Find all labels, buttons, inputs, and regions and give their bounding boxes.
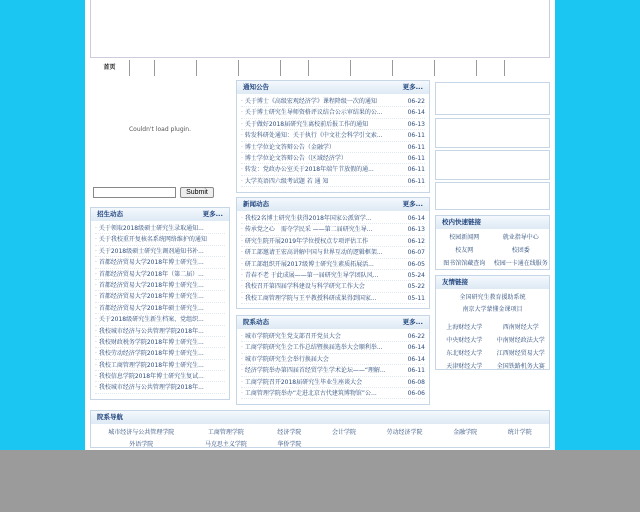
item-title[interactable]: · 我校工商管理学院2018年博士研究生... xyxy=(95,360,204,370)
list-item[interactable] xyxy=(241,293,425,304)
quick-link[interactable]: 校园新闻网 xyxy=(449,234,480,241)
list-item[interactable] xyxy=(95,314,225,325)
item-title[interactable]: · 我校信息学院2018年博士研究生复试... xyxy=(95,371,204,381)
item-date: 06-11 xyxy=(407,132,425,140)
list-item[interactable] xyxy=(241,153,425,164)
submit-button[interactable]: Submit xyxy=(180,187,214,198)
friend-link[interactable]: 全国铁路机务大赛 xyxy=(496,363,545,370)
list-item[interactable] xyxy=(241,259,425,270)
item-title[interactable]: · 关于我校重开复核名系统网络维护的通知 xyxy=(95,234,207,244)
dept-link[interactable]: 统计学院 xyxy=(507,429,532,436)
item-title[interactable]: · 传承党之心 需夺学民采 ——第二届研究生导... xyxy=(241,224,372,234)
dept-link[interactable]: 外语学院 xyxy=(129,441,154,448)
panel-title: 友情链接 xyxy=(442,278,468,286)
list-item[interactable] xyxy=(241,270,425,281)
list-item[interactable] xyxy=(95,303,225,314)
item-title[interactable]: · 我校城市经济与公共管理学院2018年... xyxy=(95,326,204,336)
list-item[interactable] xyxy=(241,331,425,342)
list-item[interactable] xyxy=(241,377,425,388)
nav-item[interactable] xyxy=(197,60,239,76)
list-item[interactable] xyxy=(95,360,225,371)
list-item[interactable] xyxy=(241,388,425,399)
search-form xyxy=(93,187,214,198)
nav-item[interactable] xyxy=(130,60,155,76)
panel-title: 院系导航 xyxy=(97,413,123,421)
item-title[interactable]: · 首都经济贸易大学2018年博士研究生... xyxy=(95,280,204,290)
list-item[interactable] xyxy=(241,164,425,175)
friend-link[interactable]: 全国研究生教育援助系统 xyxy=(459,294,526,301)
item-date: 06-11 xyxy=(407,166,425,174)
item-date: 06-11 xyxy=(407,143,425,151)
item-date: 06-08 xyxy=(407,378,425,386)
item-title[interactable]: · 大学英语四六级考试题 若 通 知 xyxy=(241,176,329,186)
banner-slot[interactable] xyxy=(435,182,550,210)
list-item[interactable] xyxy=(241,342,425,353)
item-date: 06-14 xyxy=(407,215,425,222)
list-item[interactable] xyxy=(95,337,225,348)
item-date: 06-13 xyxy=(407,120,425,128)
list-item[interactable] xyxy=(95,246,225,257)
friend-link[interactable]: 天津财经大学 xyxy=(446,363,483,370)
dept-link[interactable]: 会计学院 xyxy=(331,429,356,436)
item-date: 06-12 xyxy=(407,237,425,245)
item-title[interactable]: · 城市学院研究生会举行换届大会 xyxy=(241,354,329,364)
item-title[interactable]: · 转发科研处通知：关于执行《中文社会科学引文索... xyxy=(241,130,383,140)
more-link[interactable]: 更多... xyxy=(402,83,423,91)
item-title[interactable]: · 转发：党政办公室关于2018年端午节放假的通... xyxy=(241,164,374,174)
list-item[interactable] xyxy=(241,236,425,247)
friend-link[interactable]: 江西财经贸易大学 xyxy=(496,350,545,357)
list-item[interactable] xyxy=(241,354,425,365)
more-link[interactable]: 更多... xyxy=(402,200,423,208)
nav-item[interactable] xyxy=(477,60,505,76)
search-input[interactable] xyxy=(93,187,176,198)
item-title[interactable]: · 研工部组织开展2017级博士研究生素质拓展活... xyxy=(241,259,374,269)
item-date: 06-22 xyxy=(407,98,425,105)
item-date: 05-11 xyxy=(407,294,425,302)
item-title[interactable]: · 关于博士《高级宏观经济学》课程降级一次的通知 xyxy=(241,96,377,106)
banner-slot[interactable] xyxy=(435,118,550,148)
friend-link[interactable]: 中央财经大学 xyxy=(446,337,483,344)
banner-slot[interactable] xyxy=(435,150,550,180)
list-item[interactable] xyxy=(95,269,225,280)
list-item[interactable] xyxy=(241,224,425,235)
dept-nav-panel xyxy=(90,410,550,448)
plugin-error: Couldn't load plugin. xyxy=(128,126,192,133)
quick-link[interactable]: 就业指导中心 xyxy=(502,234,539,241)
dept-news-panel xyxy=(236,315,430,405)
item-title[interactable]: · 工商学院召开2018届研究生毕业生座谈大会 xyxy=(241,377,362,387)
item-date: 06-11 xyxy=(407,154,425,162)
list-item[interactable] xyxy=(95,348,225,359)
dept-link[interactable]: 城市经济与公共管理学院 xyxy=(108,429,175,436)
main-nav xyxy=(90,60,550,78)
friend-link[interactable]: 南京大学蒙懂金课项目 xyxy=(462,306,523,313)
item-date: 05-24 xyxy=(407,271,425,279)
item-date: 06-11 xyxy=(407,177,425,185)
item-date: 05-22 xyxy=(407,283,425,291)
admission-panel xyxy=(90,207,230,400)
nav-item[interactable] xyxy=(155,60,197,76)
item-title[interactable]: · 我校财政税务学院2018年博士研究生... xyxy=(95,337,204,347)
nav-item[interactable] xyxy=(281,60,309,76)
item-title[interactable]: · 研究生院开展2019年学位授权点专项评估工作 xyxy=(241,236,368,246)
item-title[interactable]: · 博士学位论文答辩公告（区域经济学） xyxy=(241,153,347,163)
list-item[interactable] xyxy=(95,382,225,393)
list-item[interactable] xyxy=(241,365,425,376)
list-item[interactable] xyxy=(241,142,425,153)
panel-title: 校内快速链接 xyxy=(442,218,481,226)
dept-link[interactable]: 马克思主义学院 xyxy=(204,441,247,448)
item-date: 06-05 xyxy=(407,260,425,268)
list-item[interactable] xyxy=(95,371,225,382)
friend-link[interactable]: 中南财经政法大学 xyxy=(496,337,545,344)
quick-links-panel xyxy=(435,215,550,270)
item-date: 06-11 xyxy=(407,367,425,375)
notice-panel xyxy=(236,80,430,193)
item-title[interactable]: · 工商学院研究生会工作总结暨换届选举大会顺利举... xyxy=(241,342,383,352)
nav-item[interactable] xyxy=(309,60,351,76)
item-title[interactable]: · 博士学位论文答辩公告（金融学） xyxy=(241,142,335,152)
list-item[interactable] xyxy=(241,176,425,187)
nav-item[interactable] xyxy=(351,60,393,76)
quick-link[interactable]: 校园一卡通在线服务 xyxy=(493,260,548,267)
item-title[interactable]: · 首都经济贸易大学2018年博士研究生... xyxy=(95,291,204,301)
nav-item[interactable] xyxy=(239,60,281,76)
panel-title: 新闻动态 xyxy=(243,200,269,208)
list-item[interactable] xyxy=(241,213,425,224)
list-item[interactable] xyxy=(241,96,425,107)
item-date: 06-14 xyxy=(407,355,425,363)
item-title[interactable]: · 首都经济贸易大学2018年博士研究生... xyxy=(95,257,204,267)
item-title[interactable]: · 经济学院举办第四届首经贸学生学术论坛——“理解... xyxy=(241,365,386,375)
item-title[interactable]: · 首都经济贸易大学2018年（第二届）... xyxy=(95,269,204,279)
list-item[interactable] xyxy=(95,326,225,337)
list-item[interactable] xyxy=(95,257,225,268)
nav-item[interactable] xyxy=(393,60,435,76)
quick-link[interactable]: 图书馆馆藏查询 xyxy=(443,260,486,267)
item-title[interactable]: · 关于做好2018届研究生离校前后报工作的通知 xyxy=(241,119,368,129)
quick-link[interactable]: 校团委 xyxy=(511,247,530,254)
item-date: 06-22 xyxy=(407,333,425,340)
list-item[interactable] xyxy=(95,234,225,245)
item-title[interactable]: · 工商管理学院举办“走进北京古代建筑博物馆”公... xyxy=(241,388,377,398)
quick-link[interactable]: 校友网 xyxy=(455,247,474,254)
item-title[interactable]: · 关于领取2018级硕士研究生录取通知... xyxy=(95,223,204,233)
item-title[interactable]: · 研工部邀请王宏高讲解中国与世界互动的逻辑框架... xyxy=(241,247,383,257)
item-title[interactable]: · 关于博士研究生导师资格评议结合公示审结果的公... xyxy=(241,107,383,117)
item-date: 06-07 xyxy=(407,249,425,257)
banner-slot[interactable] xyxy=(435,82,550,115)
more-link[interactable]: 更多... xyxy=(402,318,423,326)
item-title[interactable]: · 我校城市经济与公共管理学院2018年... xyxy=(95,382,204,392)
item-date: 06-13 xyxy=(407,226,425,234)
header-banner xyxy=(90,0,550,58)
item-title[interactable]: · 我校劳动经济学院2018年博士研究生... xyxy=(95,348,204,358)
item-title[interactable]: · 关于2018级硕士研究生调剂通知书补... xyxy=(95,246,204,256)
page xyxy=(85,0,555,450)
item-title[interactable]: · 我校2名博士研究生获得2018年国家公派留学... xyxy=(241,213,372,223)
panel-title: 招生动态 xyxy=(97,210,123,218)
item-title[interactable]: · 我校召开第四届学科建设与科学研究工作大会 xyxy=(241,281,365,291)
friend-link[interactable]: 上海财经大学 xyxy=(446,324,483,331)
news-panel xyxy=(236,197,430,309)
nav-item[interactable] xyxy=(435,60,477,76)
dept-link[interactable]: 金融学院 xyxy=(453,429,478,436)
item-date: 06-06 xyxy=(407,389,425,397)
list-item[interactable] xyxy=(95,223,225,234)
footer-area xyxy=(0,450,640,512)
friend-links-panel xyxy=(435,275,550,370)
list-item[interactable] xyxy=(241,130,425,141)
item-title[interactable]: · 城市学院研究生党支部召开党员大会 xyxy=(241,331,341,341)
friend-link[interactable]: 东北财经大学 xyxy=(446,350,483,357)
list-item[interactable] xyxy=(241,107,425,118)
item-date: 06-14 xyxy=(407,344,425,352)
more-link[interactable]: 更多... xyxy=(202,210,223,218)
item-title[interactable]: · 关于2018级研究生新生档案、党组织... xyxy=(95,314,204,324)
list-item[interactable] xyxy=(95,280,225,291)
item-date: 06-14 xyxy=(407,109,425,117)
list-item[interactable] xyxy=(241,281,425,292)
panel-title: 通知公告 xyxy=(243,83,269,91)
dept-link[interactable]: 劳动经济学院 xyxy=(386,429,423,436)
list-item[interactable] xyxy=(241,119,425,130)
dept-link[interactable]: 经济学院 xyxy=(277,429,302,436)
panel-title: 院系动态 xyxy=(243,318,269,326)
dept-link[interactable]: 工商管理学院 xyxy=(207,429,244,436)
item-title[interactable]: · 青春不老 于此成展——第一届研究生导学团队风... xyxy=(241,270,378,280)
list-item[interactable] xyxy=(241,247,425,258)
dept-link[interactable]: 华侨学院 xyxy=(277,441,302,448)
friend-link[interactable]: 西南财经大学 xyxy=(502,324,539,331)
item-title[interactable]: · 我校工商管理学院与王平教授科研成果得到国家... xyxy=(241,293,377,303)
list-item[interactable] xyxy=(95,291,225,302)
nav-home[interactable]: 首页 xyxy=(90,60,130,76)
item-title[interactable]: · 首都经济贸易大学2018年硕士研究生... xyxy=(95,303,204,313)
